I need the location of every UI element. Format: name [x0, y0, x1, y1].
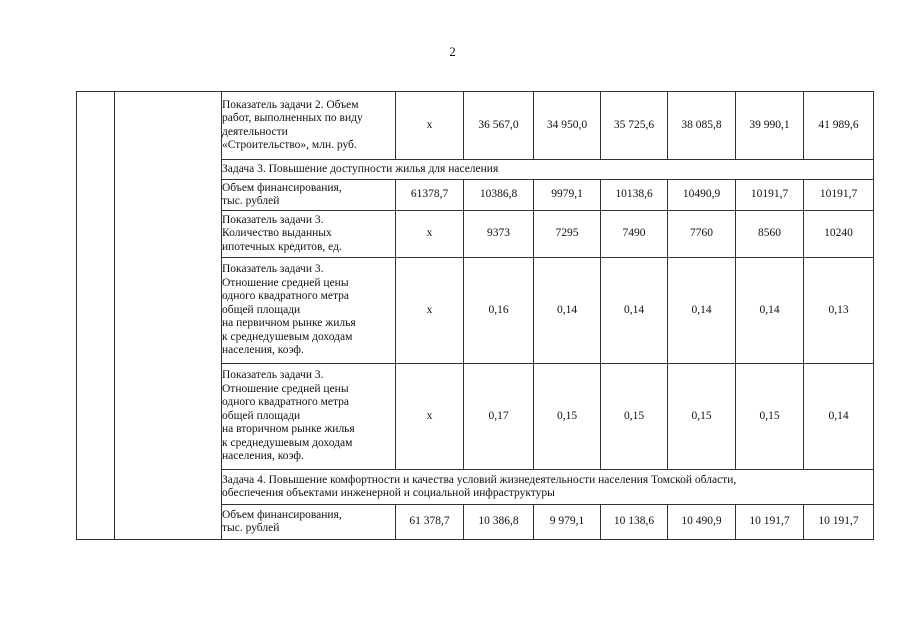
row-label: Объем финансирования, тыс. рублей	[222, 505, 396, 540]
cell-value: 7760	[668, 211, 736, 258]
cell-value: 0,14	[804, 364, 874, 470]
row-label: Показатель задачи 3. Отношение средней цены одного квадратного метра общей площади на первичном рынке жилья к среднедушевым доходам населения, коэф.	[222, 258, 396, 364]
cell-value: 61378,7	[396, 180, 464, 211]
cell-value: 10 490,9	[668, 505, 736, 540]
cell-value: 34 950,0	[534, 92, 601, 160]
cell-value: 0,16	[464, 258, 534, 364]
cell-value: 61 378,7	[396, 505, 464, 540]
cell-value: 38 085,8	[668, 92, 736, 160]
cell-value: 36 567,0	[464, 92, 534, 160]
cell-value: 9373	[464, 211, 534, 258]
cell-value: 0,14	[534, 258, 601, 364]
cell-value: 0,13	[804, 258, 874, 364]
cell-value: 10240	[804, 211, 874, 258]
row-label: Показатель задачи 3. Количество выданных ипотечных кредитов, ед.	[222, 211, 396, 258]
cell-value: х	[396, 211, 464, 258]
cell-value: 10138,6	[601, 180, 668, 211]
row-label: Объем финансирования, тыс. рублей	[222, 180, 396, 211]
cell-value: 10191,7	[736, 180, 804, 211]
cell-value: 0,17	[464, 364, 534, 470]
cell-value: 0,15	[534, 364, 601, 470]
cell-value: 10386,8	[464, 180, 534, 211]
blank-column-2	[115, 92, 222, 540]
cell-value: 0,14	[601, 258, 668, 364]
cell-value: 0,14	[736, 258, 804, 364]
table-row	[77, 92, 874, 160]
cell-value: 0,15	[668, 364, 736, 470]
cell-value: 7490	[601, 211, 668, 258]
cell-value: х	[396, 92, 464, 160]
cell-value: х	[396, 258, 464, 364]
cell-value: 10191,7	[804, 180, 874, 211]
cell-value: 10490,9	[668, 180, 736, 211]
cell-value: 41 989,6	[804, 92, 874, 160]
blank-column-1	[77, 92, 115, 540]
task-header: Задача 3. Повышение доступности жилья для населения	[222, 160, 874, 180]
cell-value: 10 191,7	[804, 505, 874, 540]
cell-value: 10 138,6	[601, 505, 668, 540]
cell-value: 9 979,1	[534, 505, 601, 540]
cell-value: 35 725,6	[601, 92, 668, 160]
row-label: Показатель задачи 2. Объем работ, выполненных по виду деятельности «Строительство», млн. руб.	[222, 92, 396, 160]
cell-value: 0,14	[668, 258, 736, 364]
page-number: 2	[449, 44, 456, 59]
cell-value: 9979,1	[534, 180, 601, 211]
cell-value: 39 990,1	[736, 92, 804, 160]
program-indicators-table	[76, 91, 874, 540]
cell-value: 8560	[736, 211, 804, 258]
cell-value: 10 386,8	[464, 505, 534, 540]
cell-value: х	[396, 364, 464, 470]
cell-value: 0,15	[736, 364, 804, 470]
task-header: Задача 4. Повышение комфортности и качества условий жизнедеятельности населения Томской области, обеспечения объектами инженерной и социальной инфраструктуры	[222, 470, 874, 505]
row-label: Показатель задачи 3. Отношение средней цены одного квадратного метра общей площади на вторичном рынке жилья к среднедушевым доходам населения, коэф.	[222, 364, 396, 470]
cell-value: 7295	[534, 211, 601, 258]
cell-value: 10 191,7	[736, 505, 804, 540]
cell-value: 0,15	[601, 364, 668, 470]
